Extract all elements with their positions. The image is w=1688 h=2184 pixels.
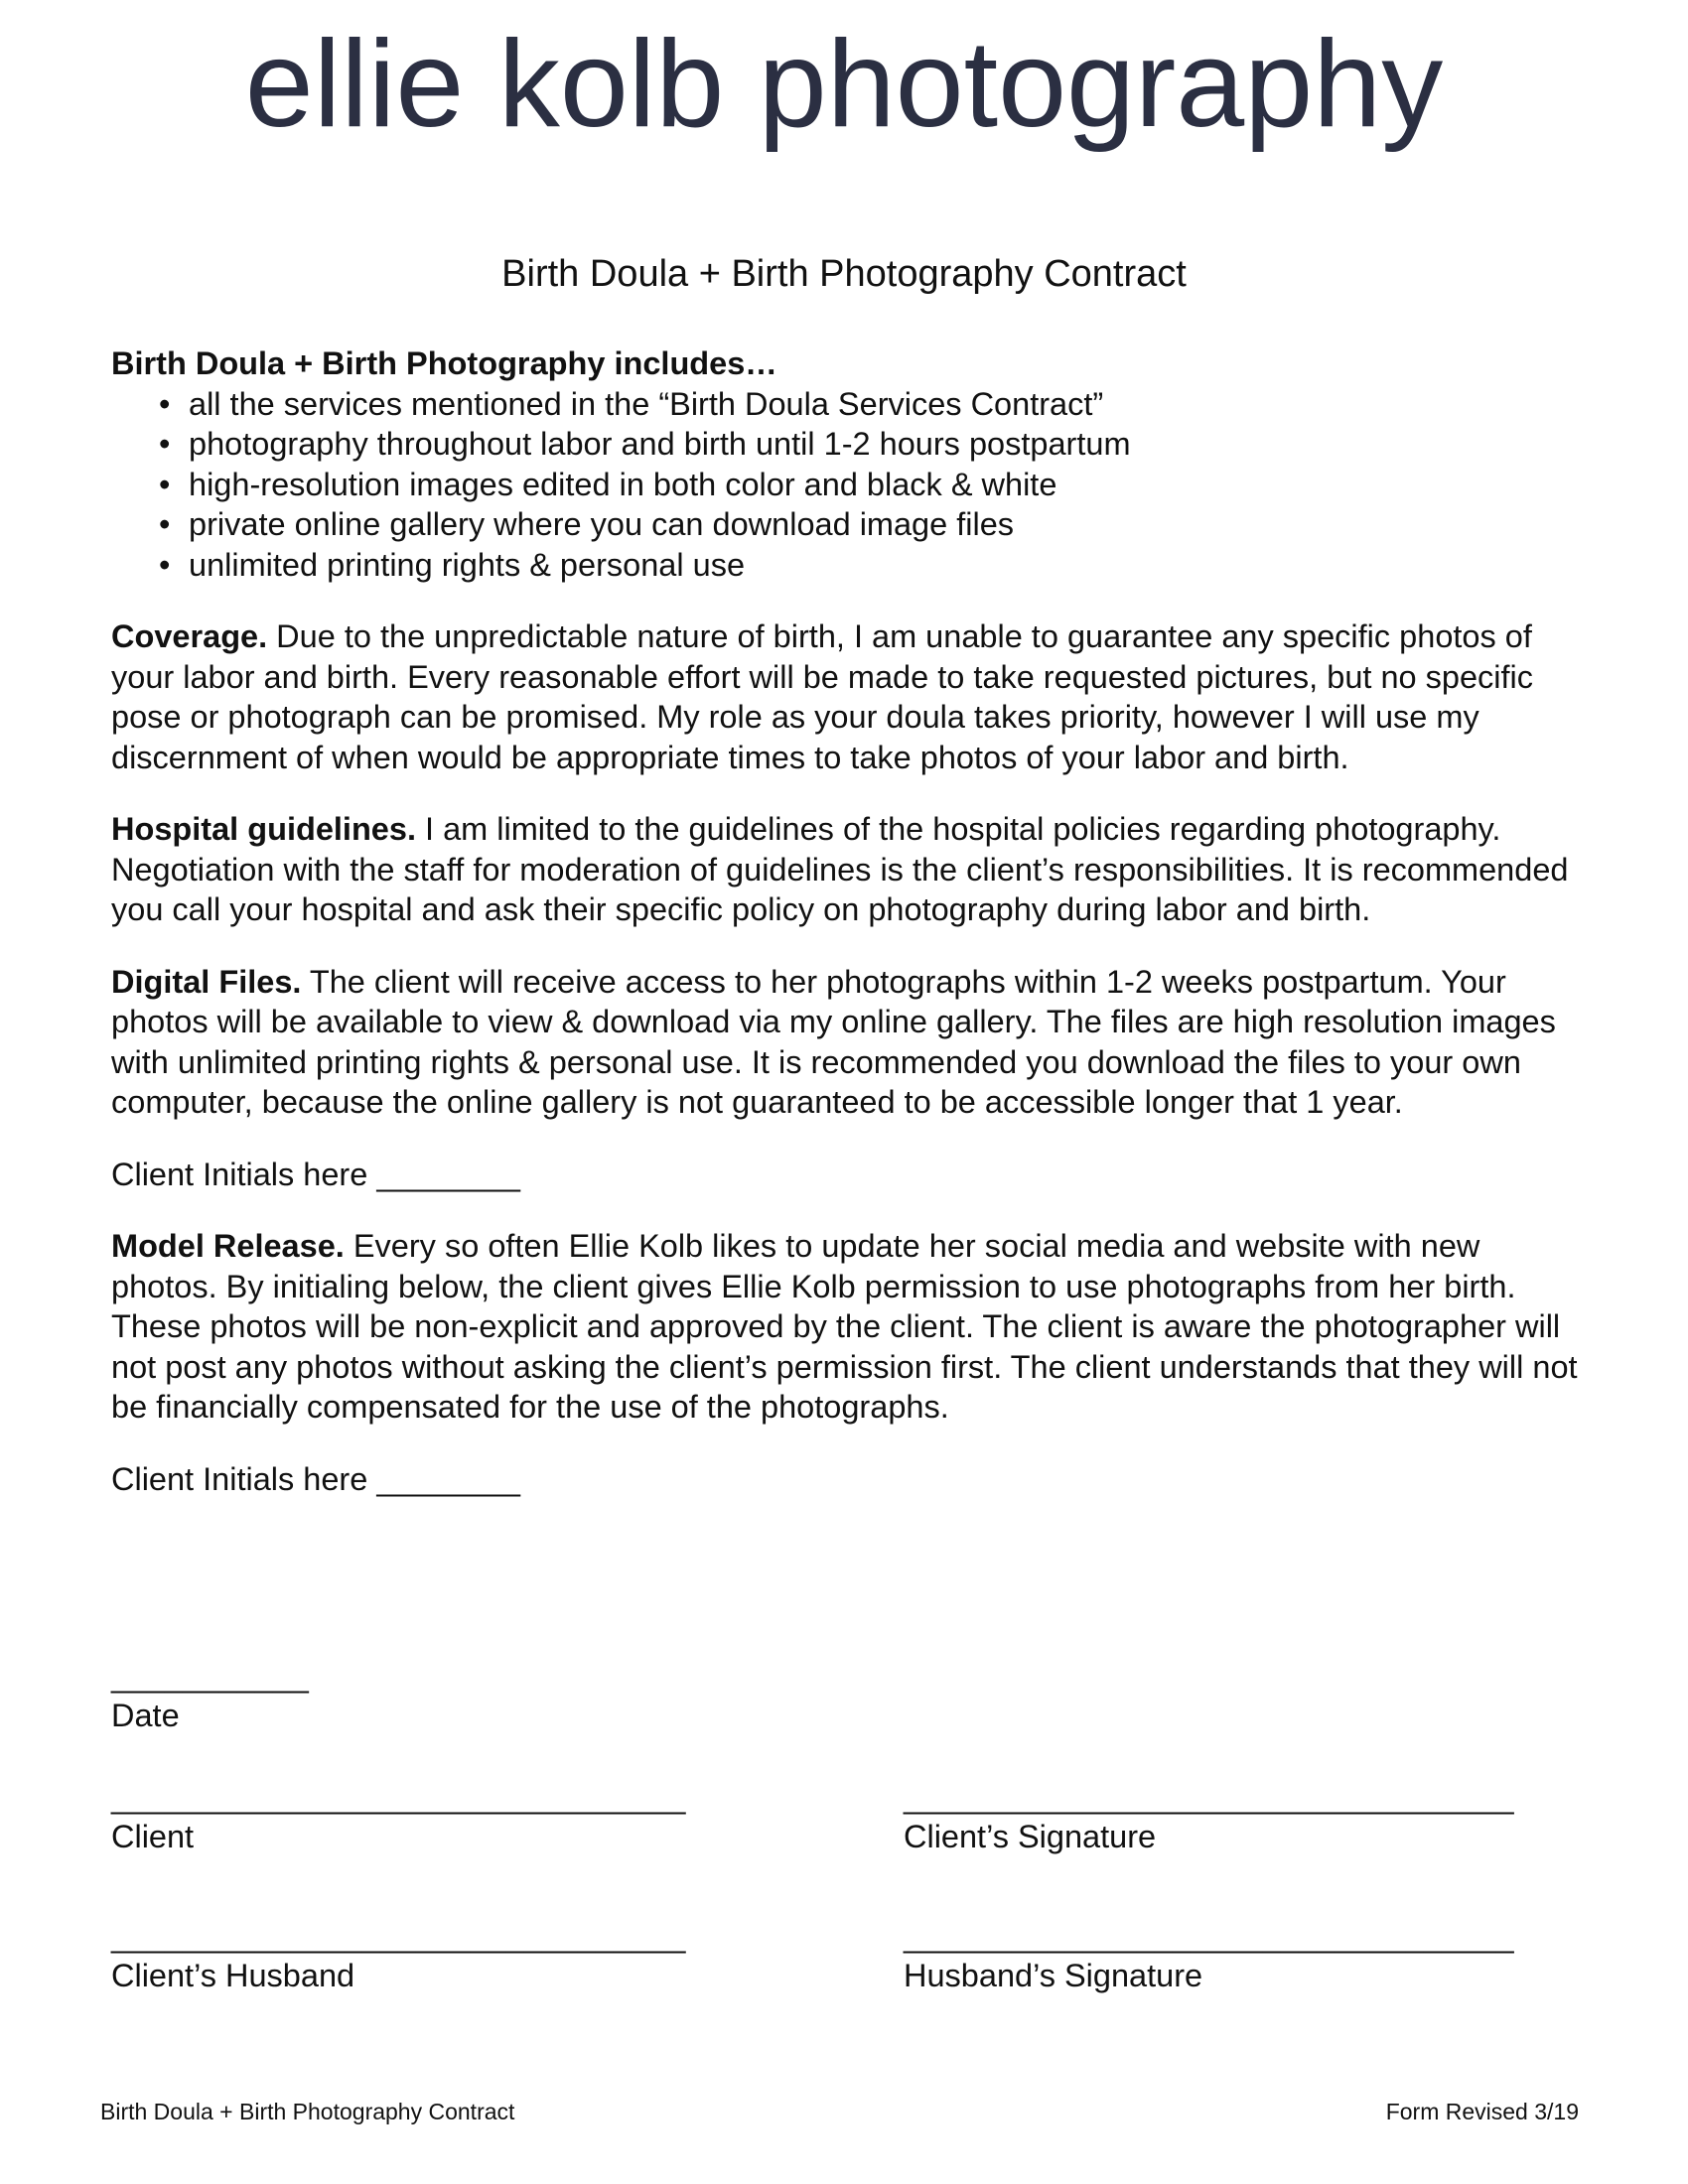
digital-files-paragraph [111,962,1581,1123]
digital-files-text: The client will receive access to her photographs within 1-2 weeks postpartum. Your photos will be available to view & download via my online gallery. The files are high resolution images with unlimited printing rights & personal use. It is recommended you download the files to your own computer, because the online gallery is not guaranteed to be accessible longer that 1 year. [111,963,1556,1120]
husband-name-label: Client’s Husband [111,1958,355,1993]
list-item-text: private online gallery where you can download image files [189,506,1015,542]
list-item-text: photography throughout labor and birth until 1-2 hours postpartum [189,426,1131,462]
husband-signature-field[interactable]: __________________________________ [904,1918,1514,1954]
list-item [159,465,1581,505]
hospital-guidelines-text: I am limited to the guidelines of the hospital policies regarding photography. Negotiation with the staff for moderation of guidelines is the client’s responsibilities. It is recommended you call your hospital and ask their specific policy on photography during labor and birth. [111,811,1569,927]
bullet-icon: • [159,546,171,583]
model-release-paragraph [111,1226,1581,1428]
list-item [159,504,1581,545]
coverage-paragraph [111,616,1581,777]
client-signature-block [904,1777,1514,1856]
coverage-text: Due to the unpredictable nature of birth, I am unable to guarantee any specific photos of your labor and birth. Every reasonable effort will be made to take requested pictures, but no specific pose or photograph can be promised. My role as your doula takes priority, however I will use my discernment of when would be appropriate times to take photos of your labor and birth. [111,618,1533,775]
list-item-text: all the services mentioned in the “Birth Doula Services Contract” [189,385,1104,422]
client-name-block [111,1777,685,1856]
client-initials-field-2[interactable]: Client Initials here ________ [111,1460,520,1497]
client-initials-field[interactable]: Client Initials here ________ [111,1156,520,1192]
bullet-icon: • [159,385,171,422]
list-item-text: unlimited printing rights & personal use [189,546,746,583]
date-field[interactable]: ___________ [111,1658,309,1694]
client-name-field[interactable]: ________________________________ [111,1779,686,1815]
list-item [159,384,1581,425]
husband-signature-block [904,1916,1514,1995]
digital-files-heading: Digital Files. [111,963,302,1000]
hospital-guidelines-paragraph [111,809,1581,930]
footer-form-revision: Form Revised 3/19 [1385,2099,1579,2124]
includes-heading: Birth Doula + Birth Photography includes… [111,345,777,381]
contract-body [111,343,1581,1499]
bullet-icon: • [159,506,171,542]
client-name-label: Client [111,1819,195,1854]
list-item [159,545,1581,586]
list-item-text: high-resolution images edited in both color and black & white [189,466,1057,502]
list-item [159,424,1581,465]
date-label: Date [111,1698,180,1733]
client-signature-field[interactable]: __________________________________ [904,1779,1514,1815]
model-release-text: Every so often Ellie Kolb likes to update her social media and website with new photos. By initialing below, the client gives Ellie Kolb permission to use photographs from her birth. These photos will be non-explicit and approved by the client. The client is aware the photographer will not post any photos without asking the client’s permission first. The client understands that they will not be financially compensated for the use of the photographs. [111,1228,1578,1425]
husband-name-field[interactable]: ________________________________ [111,1918,686,1954]
hospital-guidelines-heading: Hospital guidelines. [111,811,416,847]
client-signature-label: Client’s Signature [904,1819,1157,1854]
bullet-icon: • [159,466,171,502]
brand-logo-text: ellie kolb photography [244,16,1444,153]
coverage-heading: Coverage. [111,618,268,654]
contract-title: Birth Doula + Birth Photography Contract [501,253,1187,295]
footer-document-title: Birth Doula + Birth Photography Contract [100,2099,515,2124]
bullet-icon: • [159,426,171,462]
husband-signature-label: Husband’s Signature [904,1958,1203,1993]
husband-name-block [111,1916,685,1995]
date-block [111,1656,309,1735]
includes-list [111,384,1581,586]
model-release-heading: Model Release. [111,1228,345,1264]
